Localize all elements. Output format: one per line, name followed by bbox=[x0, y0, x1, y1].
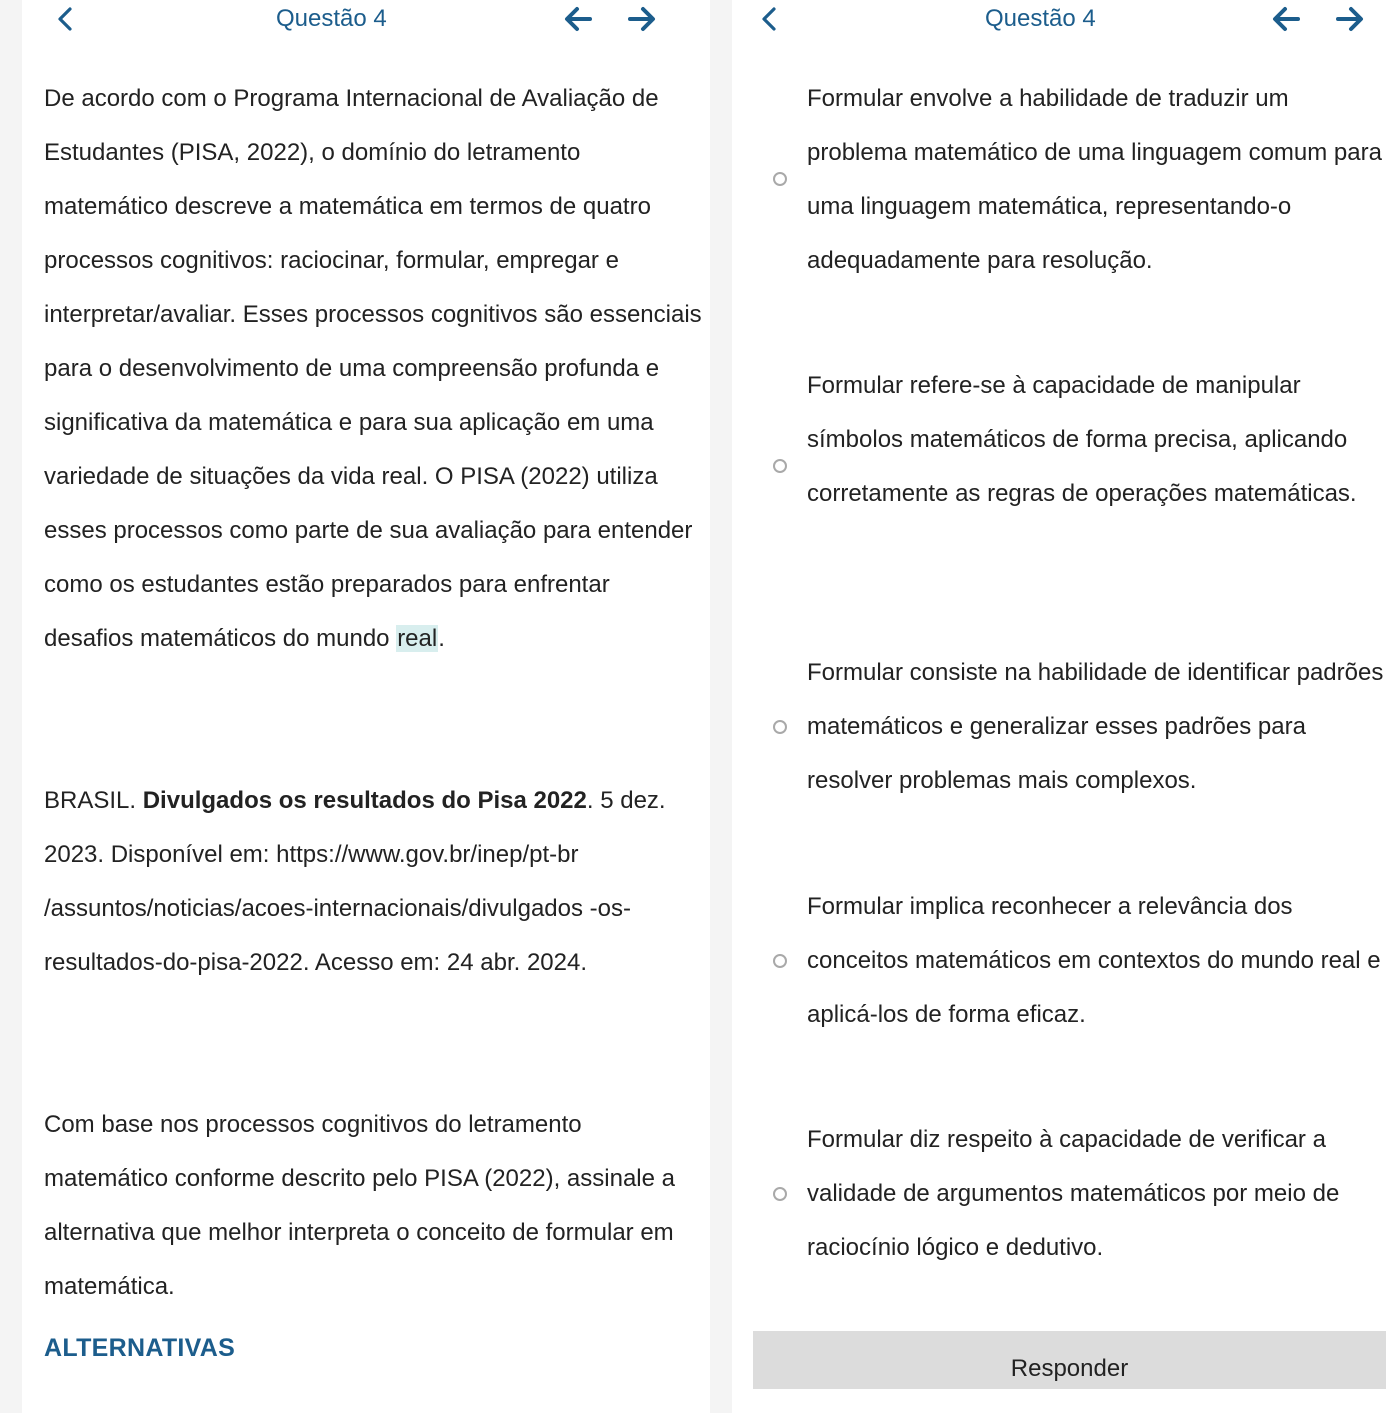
question-text-end: . bbox=[438, 625, 445, 652]
arrow-left-icon[interactable] bbox=[1270, 4, 1304, 34]
question-text-main: De acordo com o Programa Internacional de Avaliação de Estudantes (PISA, 2022), o domínio do letramento matemático descreve a matemática em termos de quatro processos cognitivos: raciocinar, formular, empregar e interpretar/avaliar. Esses processos cognitivos são essenciais para o desenvolvimento de uma compreensão profunda e significativa da matemática e para sua aplicação em uma variedade de situações da vida real. O PISA (2022) utiliza esses processos como parte de sua avaliação para entender como os estudantes estão preparados para enfrentar desafios matemáticos do mundo bbox=[44, 85, 702, 652]
arrow-left-icon[interactable] bbox=[562, 4, 596, 34]
reference-details: . 5 dez. 2023. Disponível em: https://www.gov.br/inep/pt-br /assuntos/noticias/acoes-internacionais/divulgados -os-resultados-do-pisa-2022. Acesso em: 24 abr. 2024. bbox=[44, 787, 666, 976]
radio-button[interactable] bbox=[773, 954, 787, 968]
question-title: Questão 4 bbox=[985, 5, 1096, 32]
question-text bbox=[44, 72, 704, 666]
question-title: Questão 4 bbox=[276, 5, 387, 32]
answer-option-text[interactable]: Formular diz respeito à capacidade de verificar a validade de argumentos matemáticos por meio de raciocínio lógico e dedutivo. bbox=[807, 1126, 1340, 1261]
radio-button[interactable] bbox=[773, 1187, 787, 1201]
question-prompt: Com base nos processos cognitivos do letramento matemático conforme descrito pelo PISA (2022), assinale a alternativa que melhor interpreta o conceito de formular em matemática. bbox=[44, 1111, 675, 1300]
radio-button[interactable] bbox=[773, 459, 787, 473]
highlighted-word: real bbox=[397, 625, 438, 652]
chevron-left-icon[interactable] bbox=[50, 4, 84, 34]
radio-button[interactable] bbox=[773, 172, 787, 186]
question-header bbox=[22, 0, 710, 40]
question-header bbox=[732, 0, 1386, 40]
reference-prefix: BRASIL. bbox=[44, 787, 143, 814]
reference-title: Divulgados os resultados do Pisa 2022 bbox=[142, 787, 587, 814]
answer-option-text[interactable]: Formular consiste na habilidade de identificar padrões matemáticos e generalizar esses padrões para resolver problemas mais complexos. bbox=[807, 659, 1384, 794]
answer-option-text[interactable]: Formular envolve a habilidade de traduzir um problema matemático de uma linguagem comum para uma linguagem matemática, representando-o adequadamente para resolução. bbox=[807, 85, 1382, 274]
alternatives-heading: ALTERNATIVAS bbox=[44, 1334, 236, 1362]
answers-panel bbox=[732, 0, 1386, 1413]
submit-answer-button[interactable]: Responder bbox=[753, 1331, 1386, 1389]
question-panel bbox=[22, 0, 710, 1413]
answer-option-text[interactable]: Formular refere-se à capacidade de manipular símbolos matemáticos de forma precisa, aplicando corretamente as regras de operações matemáticas. bbox=[807, 372, 1357, 507]
answer-option-text[interactable]: Formular implica reconhecer a relevância dos conceitos matemáticos em contextos do mundo real e aplicá-los de forma eficaz. bbox=[807, 893, 1381, 1028]
chevron-left-icon[interactable] bbox=[754, 4, 788, 34]
radio-button[interactable] bbox=[773, 720, 787, 734]
arrow-right-icon[interactable] bbox=[624, 4, 658, 34]
arrow-right-icon[interactable] bbox=[1332, 4, 1366, 34]
reference-citation bbox=[44, 774, 704, 990]
